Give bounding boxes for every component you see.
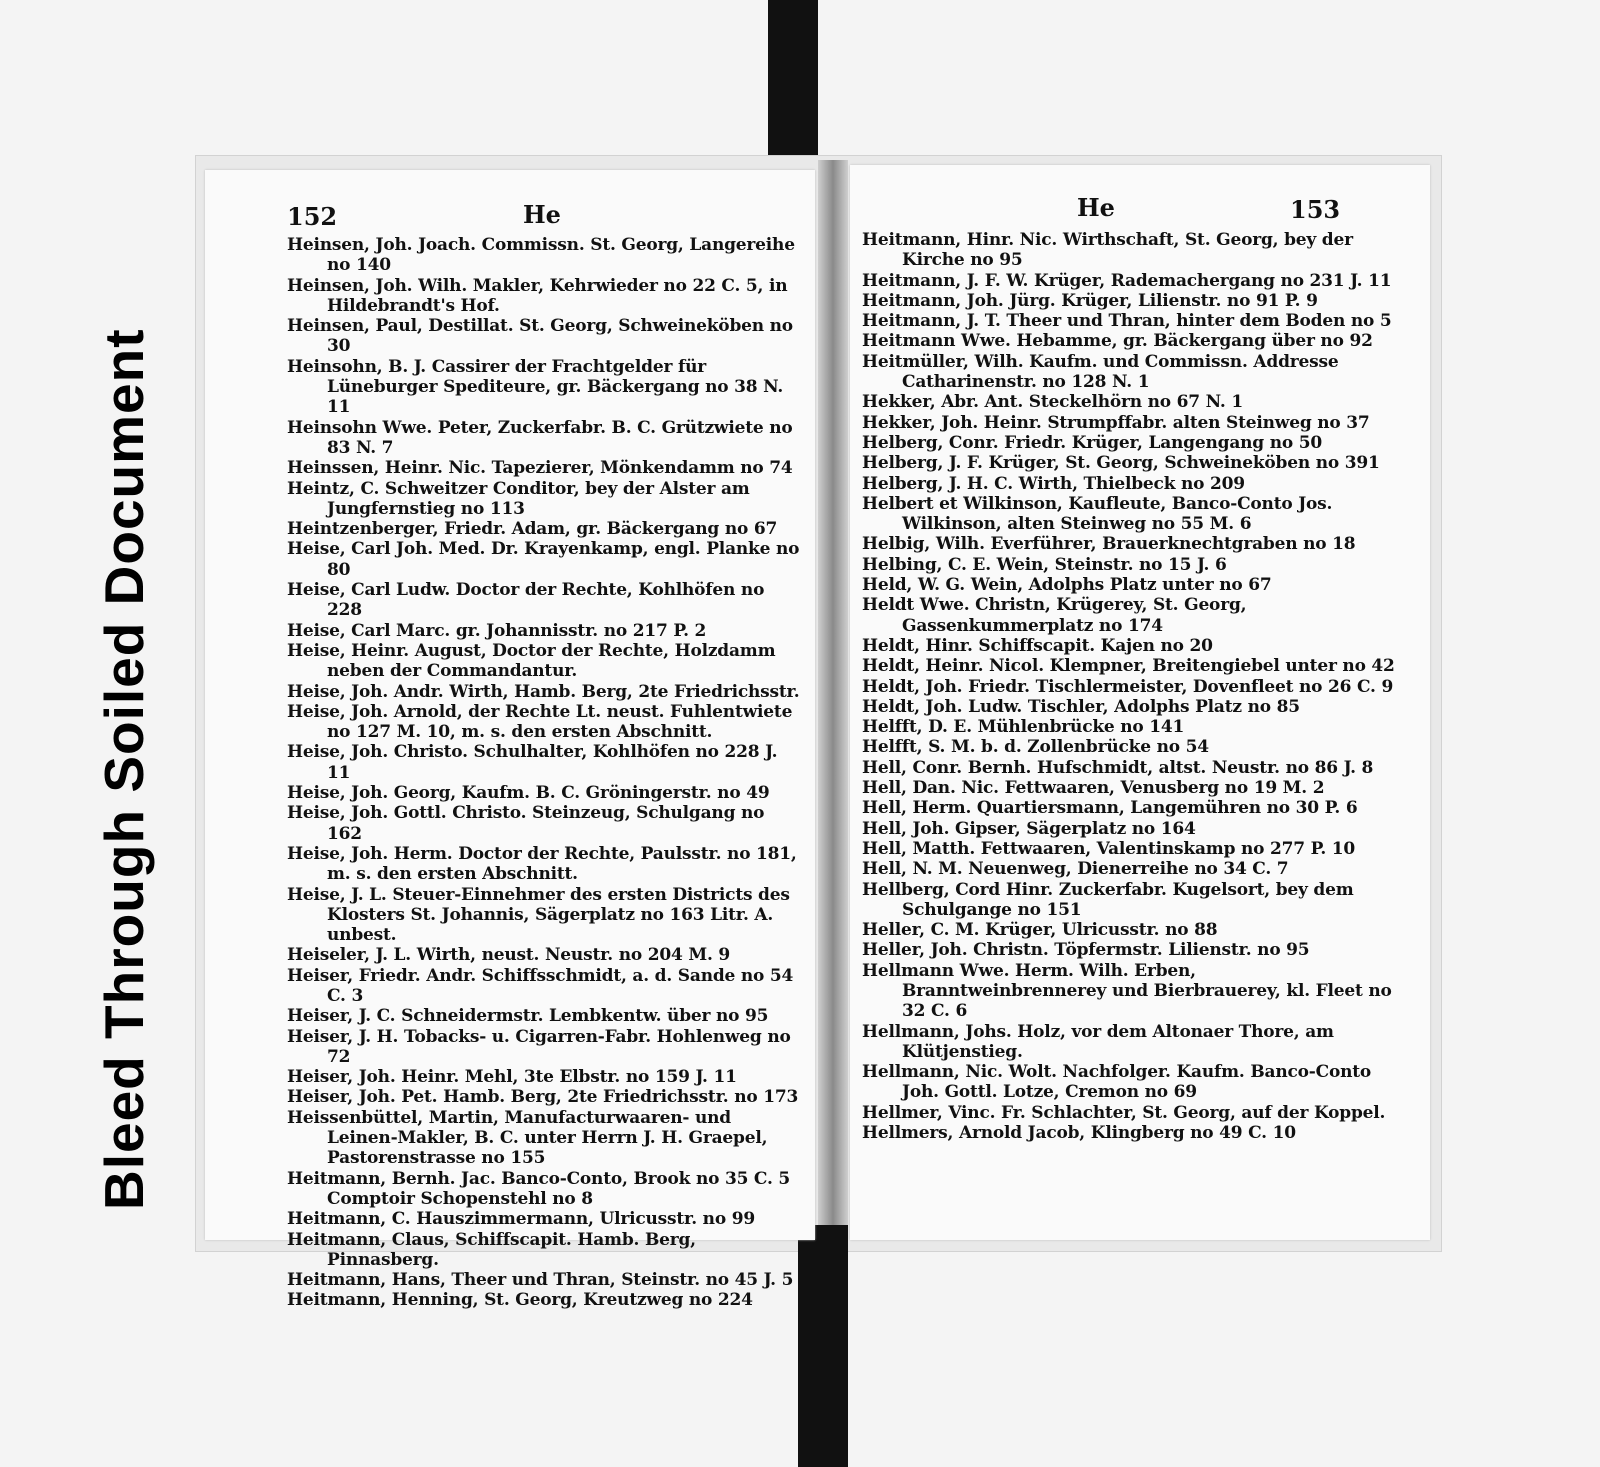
entry-details: Friedr. Adam, gr. Bäckergang no 67: [444, 519, 778, 540]
directory-entry: [287, 945, 802, 965]
entry-details: Joh. Andr. Wirth, Hamb. Berg, 2te Friedrichsstr.: [351, 681, 800, 702]
entry-details: Martin, Manufacturwaaren- und Leinen-Makler, B. C. unter Herrn J. H. Graepel, Pastorenstrasse no 155: [327, 1107, 768, 1169]
entry-surname: Heitmann,: [287, 1229, 387, 1250]
entry-surname: Heiser,: [287, 1026, 353, 1047]
entry-surname: Heise,: [287, 803, 346, 824]
directory-entry: [862, 1022, 1402, 1063]
entry-surname: Heller,: [862, 940, 925, 961]
entry-surname: Hellmer,: [862, 1102, 943, 1123]
entry-surname: Heise,: [287, 701, 346, 722]
directory-entry: [862, 1103, 1402, 1123]
entry-details: Johs. Holz, vor dem Altonaer Thore, am Klütjenstieg.: [902, 1021, 1334, 1062]
directory-entry: [862, 413, 1402, 433]
entry-details: Heinr. August, Doctor der Rechte, Holzdamm neben der Commandantur.: [327, 640, 776, 682]
right-page: [850, 165, 1430, 1240]
entry-surname: Helberg,: [862, 473, 944, 494]
directory-entry: [287, 1230, 802, 1271]
entry-details: Carl Ludw. Doctor der Rechte, Kohlhöfen no 228: [327, 580, 765, 621]
directory-entry: [862, 331, 1402, 351]
entry-details: Herm. Quartiersmann, Langemühren no 30 P. 6: [912, 798, 1358, 819]
entry-surname: Heise,: [287, 681, 346, 702]
directory-entry: [862, 819, 1402, 839]
directory-entry: [287, 539, 802, 580]
left-page-header: He: [523, 200, 561, 229]
left-page: [205, 170, 815, 1311]
entry-details: J. T. Theer und Thran, hinter dem Boden no 5: [966, 311, 1392, 332]
left-entry-list: [287, 235, 802, 1311]
entry-surname: Heitmann,: [862, 290, 962, 311]
directory-entry: [287, 1006, 802, 1026]
entry-details: Conr. Bernh. Hufschmidt, altst. Neustr. no 86 J. 8: [912, 757, 1374, 778]
entry-surname: Hekker,: [862, 392, 936, 413]
entry-details: D. E. Mühlenbrücke no 141: [928, 717, 1185, 738]
directory-entry: [287, 641, 802, 682]
entry-details: Arnold Jacob, Klingberg no 49 C. 10: [958, 1123, 1296, 1144]
entry-surname: Helfft,: [862, 737, 923, 758]
directory-entry: [862, 758, 1402, 778]
entry-details: Bernh. Jac. Banco-Conto, Brook no 35 C. 5 Comptoir Schopenstehl no 8: [327, 1168, 791, 1209]
directory-entry: [862, 636, 1402, 656]
entry-details: Nic. Wolt. Nachfolger. Kaufm. Banco-Conto Joh. Gottl. Lotze, Cremon no 69: [902, 1062, 1372, 1103]
entry-surname: Heiser,: [287, 1006, 353, 1027]
entry-details: Henning, St. Georg, Kreutzweg no 224: [391, 1290, 753, 1311]
entry-details: Joh. Herm. Doctor der Rechte, Paulsstr. no 181, m. s. den ersten Abschnitt.: [327, 843, 797, 885]
entry-details: Joh. Gottl. Christo. Steinzeug, Schulgang no 162: [327, 803, 765, 844]
directory-entry: [287, 844, 802, 885]
directory-entry: [862, 839, 1402, 859]
entry-details: et Wilkinson, Kaufleute, Banco-Conto Jos. Wilkinson, alten Steinweg no 55 M. 6: [902, 493, 1333, 535]
directory-entry: [862, 859, 1402, 879]
entry-details: Hinr. Schiffscapit. Kajen no 20: [925, 635, 1213, 656]
entry-details: Heinr. Nicol. Klempner, Breitengiebel unter no 42: [925, 656, 1395, 677]
entry-details: Paul, Destillat. St. Georg, Schweineköben no 30: [327, 316, 793, 357]
entry-details: B. J. Cassirer der Frachtgelder für Lüneburger Spediteure, gr. Bäckergang no 38 N. 11: [327, 356, 784, 418]
entry-surname: Heiser,: [287, 965, 353, 986]
entry-surname: Heller,: [862, 920, 925, 941]
entry-surname: Helberg,: [862, 432, 944, 453]
directory-entry: [862, 778, 1402, 798]
entry-surname: Heintzenberger,: [287, 519, 439, 540]
entry-details: Joh. Wilh. Makler, Kehrwieder no 22 C. 5, in Hildebrandt's Hof.: [327, 275, 788, 316]
directory-entry: [287, 1290, 802, 1310]
entry-details: Joh. Heinr. Strumpffabr. alten Steinweg no 37: [941, 412, 1370, 433]
directory-entry: [287, 1087, 802, 1107]
entry-surname: Heitmann,: [287, 1168, 387, 1189]
entry-surname: Hellmann,: [862, 1021, 960, 1042]
entry-surname: Heldt,: [862, 635, 920, 656]
directory-entry: [287, 357, 802, 418]
directory-entry: [862, 961, 1402, 1022]
entry-surname: Heitmann: [862, 331, 956, 352]
directory-entry: [862, 494, 1402, 535]
entry-details: Friedr. Andr. Schiffsschmidt, a. d. Sande no 54 C. 3: [327, 965, 794, 1006]
directory-entry: [862, 595, 1402, 636]
entry-details: S. M. b. d. Zollenbrücke no 54: [928, 737, 1209, 758]
entry-surname: Heise,: [287, 580, 346, 601]
entry-details: C. Schweitzer Conditor, bey der Alster am Jungfernstieg no 113: [327, 478, 750, 519]
entry-surname: Heinsen,: [287, 235, 370, 255]
directory-entry: [287, 235, 802, 276]
entry-surname: Held,: [862, 575, 913, 596]
entry-surname: Heitmann,: [287, 1209, 387, 1230]
directory-entry: [862, 1123, 1402, 1143]
right-entry-list: [862, 230, 1402, 1143]
entry-details: N. M. Neuenweg, Dienerreihe no 34 C. 7: [912, 859, 1289, 880]
entry-details: Joh. Arnold, der Rechte Lt. neust. Fuhlentwiete no 127 M. 10, m. s. den ersten Abschnitt.: [327, 701, 793, 743]
entry-details: Wwe. Christn, Krügerey, St. Georg, Gassenkummerplatz no 174: [902, 595, 1247, 636]
entry-surname: Heldt: [862, 595, 915, 616]
entry-surname: Heldt,: [862, 656, 920, 677]
entry-surname: Heinsen,: [287, 275, 370, 296]
directory-entry: [862, 392, 1402, 412]
entry-surname: Heitmann,: [287, 1290, 387, 1311]
directory-entry: [862, 940, 1402, 960]
directory-entry: [287, 682, 802, 702]
entry-surname: Heise,: [287, 640, 346, 661]
entry-details: J. H. Tobacks- u. Cigarren-Fabr. Hohlenweg no 72: [327, 1026, 791, 1067]
directory-entry: [287, 1169, 802, 1210]
entry-surname: Hellmers,: [862, 1123, 954, 1144]
entry-details: Carl Marc. gr. Johannisstr. no 217 P. 2: [351, 620, 707, 641]
entry-details: Vinc. Fr. Schlachter, St. Georg, auf der Koppel.: [948, 1102, 1386, 1123]
entry-surname: Hekker,: [862, 412, 936, 433]
directory-entry: [862, 880, 1402, 921]
entry-surname: Heise,: [287, 742, 346, 763]
directory-entry: [862, 575, 1402, 595]
side-label: Bleed Through Soiled Document: [93, 328, 155, 1210]
directory-entry: [287, 316, 802, 357]
directory-entry: [287, 621, 802, 641]
directory-entry: [862, 920, 1402, 940]
entry-surname: Heitmann,: [287, 1270, 387, 1291]
directory-entry: [287, 276, 802, 317]
entry-surname: Hellberg,: [862, 879, 950, 900]
directory-entry: [862, 433, 1402, 453]
entry-details: Conr. Friedr. Krüger, Langengang no 50: [948, 432, 1322, 453]
entry-surname: Heise,: [287, 783, 346, 804]
entry-details: Joh. Christn. Töpfermstr. Lilienstr. no 95: [930, 940, 1310, 961]
directory-entry: [862, 534, 1402, 554]
directory-entry: [287, 418, 802, 459]
entry-details: Wwe. Hebamme, gr. Bäckergang über no 92: [961, 331, 1373, 352]
directory-entry: [287, 803, 802, 844]
directory-entry: [862, 311, 1402, 331]
entry-details: Hans, Theer und Thran, Steinstr. no 45 J. 5: [391, 1270, 794, 1291]
entry-surname: Helbig,: [862, 534, 931, 555]
left-page-number: 152: [287, 202, 338, 231]
entry-surname: Hell,: [862, 859, 907, 880]
entry-details: Wwe. Herm. Wilh. Erben, Branntweinbrennerey und Bierbrauerey, kl. Fleet no 32 C. 6: [902, 960, 1392, 1022]
entry-details: Joh. Georg, Kaufm. B. C. Gröningerstr. no 49: [351, 783, 770, 804]
entry-details: Hinr. Nic. Wirthschaft, St. Georg, bey der Kirche no 95: [902, 230, 1353, 271]
entry-details: J. C. Schneidermstr. Lembkentw. über no 95: [358, 1006, 769, 1027]
entry-surname: Heiser,: [287, 1067, 353, 1088]
entry-details: J. L. Wirth, neust. Neustr. no 204 M. 9: [375, 945, 731, 966]
directory-entry: [862, 291, 1402, 311]
entry-details: Cord Hinr. Zuckerfabr. Kugelsort, bey dem Schulgange no 151: [902, 879, 1354, 920]
entry-surname: Hellmann: [862, 960, 954, 981]
directory-entry: [862, 717, 1402, 737]
entry-details: C. Hauszimmermann, Ulricusstr. no 99: [391, 1209, 755, 1230]
spine-shadow-top: [768, 0, 818, 180]
directory-entry: [862, 230, 1402, 271]
entry-surname: Heitmann,: [862, 311, 962, 332]
entry-details: W. G. Wein, Adolphs Platz unter no 67: [917, 575, 1272, 596]
entry-details: Matth. Fettwaaren, Valentinskamp no 277 P. 10: [912, 838, 1356, 859]
entry-surname: Hell,: [862, 778, 907, 799]
entry-details: Joh. Ludw. Tischler, Adolphs Platz no 85: [925, 696, 1300, 717]
directory-entry: [287, 783, 802, 803]
entry-details: Heinr. Nic. Tapezierer, Mönkendamm no 74: [384, 458, 793, 479]
directory-entry: [287, 458, 802, 478]
right-page-number: 153: [1290, 195, 1341, 224]
entry-details: Wilh. Kaufm. und Commissn. Addresse Catharinenstr. no 128 N. 1: [902, 351, 1339, 393]
directory-entry: [862, 697, 1402, 717]
directory-entry: [287, 1027, 802, 1068]
directory-entry: [287, 1270, 802, 1290]
directory-entry: [287, 1108, 802, 1169]
directory-entry: [862, 798, 1402, 818]
directory-entry: [287, 519, 802, 539]
directory-entry: [287, 702, 802, 743]
entry-surname: Hell,: [862, 798, 907, 819]
directory-entry: [862, 555, 1402, 575]
entry-details: Claus, Schiffscapit. Hamb. Berg, Pinnasberg.: [327, 1229, 696, 1270]
entry-details: Joh. Gipser, Sägerplatz no 164: [912, 818, 1196, 839]
entry-surname: Hell,: [862, 757, 907, 778]
entry-details: J. H. C. Wirth, Thielbeck no 209: [948, 473, 1245, 494]
entry-surname: Hell,: [862, 818, 907, 839]
book-gutter: [818, 160, 848, 1245]
entry-details: Joh. Christo. Schulhalter, Kohlhöfen no 228 J. 11: [327, 742, 778, 783]
entry-surname: Heissenbüttel,: [287, 1107, 423, 1128]
directory-entry: [287, 580, 802, 621]
entry-surname: Heldt,: [862, 696, 920, 717]
entry-surname: Heinsohn: [287, 417, 377, 438]
directory-entry: [287, 742, 802, 783]
entry-surname: Hell,: [862, 838, 907, 859]
entry-surname: Heiseler,: [287, 945, 370, 966]
entry-details: Wwe. Peter, Zuckerfabr. B. C. Grützwiete no 83 N. 7: [327, 417, 793, 458]
directory-entry: [287, 479, 802, 520]
entry-surname: Helbert: [862, 493, 934, 514]
entry-details: Joh. Jürg. Krüger, Lilienstr. no 91 P. 9: [966, 290, 1318, 311]
entry-details: Joh. Friedr. Tischlermeister, Dovenfleet no 26 C. 9: [925, 676, 1394, 697]
directory-entry: [862, 656, 1402, 676]
entry-details: J. F. W. Krüger, Rademachergang no 231 J. 11: [966, 270, 1392, 291]
entry-surname: Heise,: [287, 884, 346, 905]
directory-entry: [862, 474, 1402, 494]
entry-surname: Helberg,: [862, 453, 944, 474]
entry-surname: Heitmüller,: [862, 351, 969, 372]
entry-details: Joh. Joach. Commissn. St. Georg, Langereihe no 140: [327, 235, 795, 276]
entry-surname: Heiser,: [287, 1087, 353, 1108]
entry-details: Joh. Heinr. Mehl, 3te Elbstr. no 159 J. 11: [358, 1067, 737, 1088]
directory-entry: [287, 1209, 802, 1229]
directory-entry: [287, 885, 802, 946]
entry-details: Carl Joh. Med. Dr. Krayenkamp, engl. Planke no 80: [327, 539, 800, 580]
entry-details: C. M. Krüger, Ulricusstr. no 88: [930, 920, 1218, 941]
entry-surname: Heinsen,: [287, 316, 370, 337]
entry-surname: Helfft,: [862, 717, 923, 738]
directory-entry: [862, 352, 1402, 393]
directory-entry: [287, 966, 802, 1007]
entry-details: J. L. Steuer-Einnehmer des ersten Districts des Klosters St. Johannis, Sägerplatz no 163 Litr. A. unbest.: [327, 884, 790, 946]
directory-entry: [862, 737, 1402, 757]
entry-surname: Heise,: [287, 539, 346, 560]
entry-details: J. F. Krüger, St. Georg, Schweineköben no 391: [948, 453, 1380, 474]
entry-details: C. E. Wein, Steinstr. no 15 J. 6: [947, 554, 1227, 575]
entry-details: Wilh. Everführer, Brauerknechtgraben no 18: [935, 534, 1356, 555]
entry-surname: Heitmann,: [862, 230, 962, 250]
directory-entry: [862, 453, 1402, 473]
right-page-header: He: [1077, 193, 1115, 222]
spine-shadow-bottom: [798, 1225, 848, 1467]
entry-surname: Helbing,: [862, 554, 943, 575]
entry-surname: Heitmann,: [862, 270, 962, 291]
directory-entry: [862, 271, 1402, 291]
directory-entry: [287, 1067, 802, 1087]
entry-surname: Heintz,: [287, 478, 355, 499]
entry-surname: Hellmann,: [862, 1062, 960, 1083]
entry-details: Dan. Nic. Fettwaaren, Venusberg no 19 M. 2: [912, 778, 1325, 799]
entry-surname: Heinssen,: [287, 458, 380, 479]
directory-entry: [862, 1062, 1402, 1103]
entry-surname: Heldt,: [862, 676, 920, 697]
entry-surname: Heise,: [287, 843, 346, 864]
entry-details: Abr. Ant. Steckelhörn no 67 N. 1: [941, 392, 1243, 413]
entry-surname: Heinsohn,: [287, 356, 383, 377]
entry-details: Joh. Pet. Hamb. Berg, 2te Friedrichsstr. no 173: [358, 1087, 799, 1108]
entry-surname: Heise,: [287, 620, 346, 641]
directory-entry: [862, 677, 1402, 697]
